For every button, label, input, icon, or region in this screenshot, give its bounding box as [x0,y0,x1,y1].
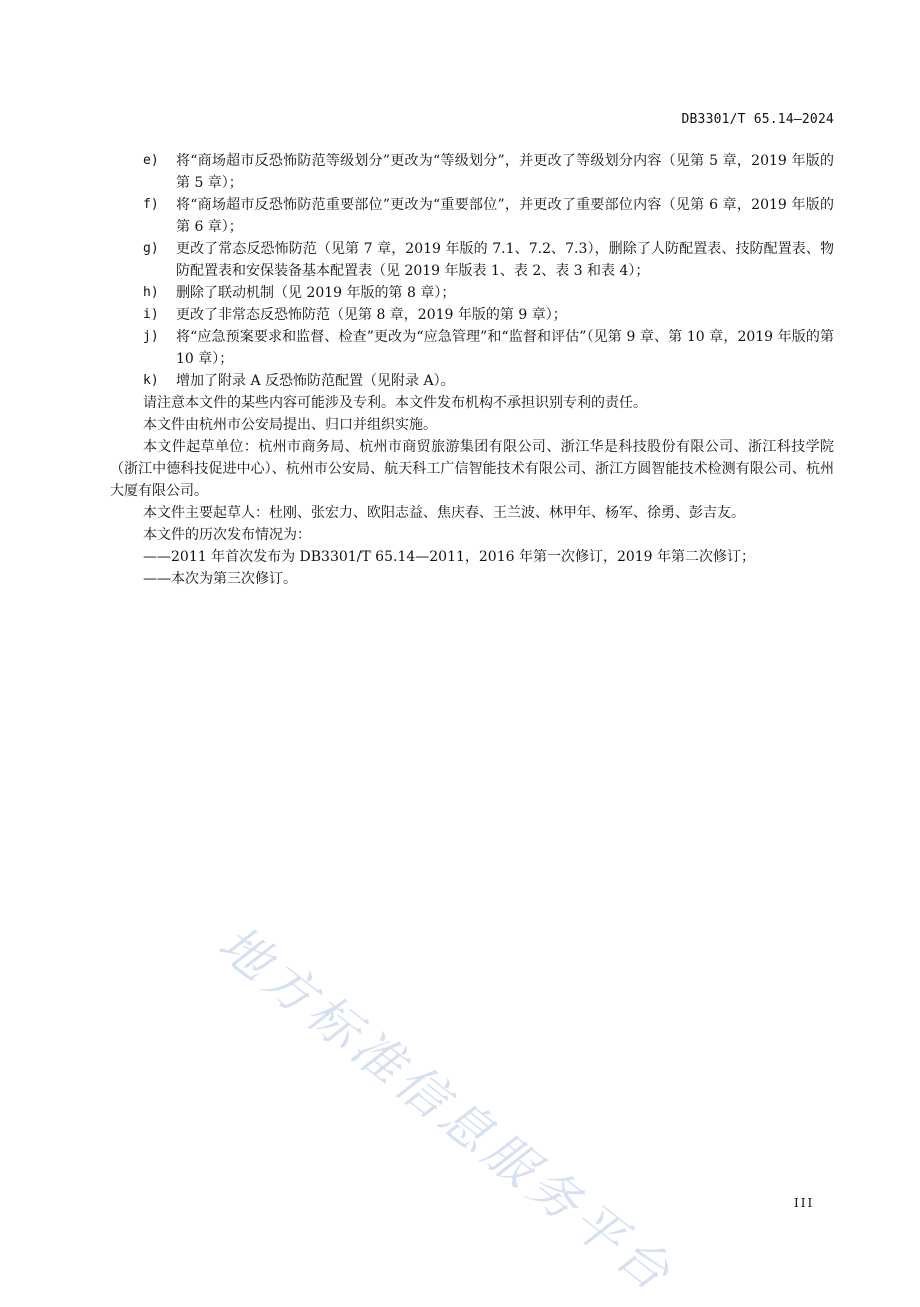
release-history-item: ——本次为第三次修订。 [143,571,297,587]
patent-notice: 请注意本文件的某些内容可能涉及专利。本文件发布机构不承担识别专利的责任。 [143,395,647,411]
drafting-units: 本文件起草单位：杭州市商务局、杭州市商贸旅游集团有限公司、浙江华是科技股份有限公司、浙江科技学院（浙江中德科技促进中心）、杭州市公安局、航天科工广信智能技术有限公司、浙江方圆智能技术检测有限公司、杭州大厦有限公司。 [110,439,834,499]
list-marker: e) [143,153,159,168]
list-marker: i) [143,307,159,322]
list-marker: k) [143,373,159,388]
change-list-item-h [110,282,834,304]
document-body [110,150,834,590]
watermark: 地方标准信息服务平台 [207,914,685,1305]
change-list-item-i [110,304,834,326]
list-marker: g) [143,241,159,256]
list-marker: h) [143,285,159,300]
page-number: III [794,1196,815,1210]
list-marker: j) [143,329,159,344]
list-item-text: 删除了联动机制（见 2019 年版的第 8 章）； [176,285,456,301]
main-drafters: 本文件主要起草人：杜刚、张宏力、欧阳志益、焦庆春、王兰波、林甲年、杨军、徐勇、彭吉友。 [143,505,745,521]
change-list-item-j [110,326,834,370]
list-item-text: 更改了常态反恐怖防范（见第 7 章，2019 年版的 7.1、7.2、7.3），删除了人防配置表、技防配置表、物防配置表和安保装备基本配置表（见 2019 年版表 1、表 2、表 3 和表 4）； [176,241,834,279]
standard-code-header: DB3301/T 65.14—2024 [681,112,834,127]
change-list-item-f [110,194,834,238]
change-list-item-e [110,150,834,194]
change-list-item-k [110,370,834,392]
list-item-text: 将“商场超市反恐怖防范重要部位”更改为“重要部位”，并更改了重要部位内容（见第 6 章，2019 年版的第 6 章）； [176,197,834,235]
release-history-item: ——2011 年首次发布为 DB3301/T 65.14—2011，2016 年第一次修订，2019 年第二次修订； [143,549,756,565]
list-item-text: 将“应急预案要求和监督、检查”更改为“应急管理”和“监督和评估”（见第 9 章、第 10 章，2019 年版的第 10 章）； [176,329,834,367]
list-marker: f) [143,197,159,212]
proposer-statement: 本文件由杭州市公安局提出、归口并组织实施。 [143,417,437,433]
list-item-text: 增加了附录 A 反恐怖防范配置（见附录 A）。 [176,373,455,389]
release-history-heading: 本文件的历次发布情况为： [143,527,311,543]
change-list-item-g [110,238,834,282]
list-item-text: 更改了非常态反恐怖防范（见第 8 章，2019 年版的第 9 章）； [176,307,567,323]
list-item-text: 将“商场超市反恐怖防范等级划分”更改为“等级划分”，并更改了等级划分内容（见第 5 章，2019 年版的第 5 章）； [176,153,834,191]
